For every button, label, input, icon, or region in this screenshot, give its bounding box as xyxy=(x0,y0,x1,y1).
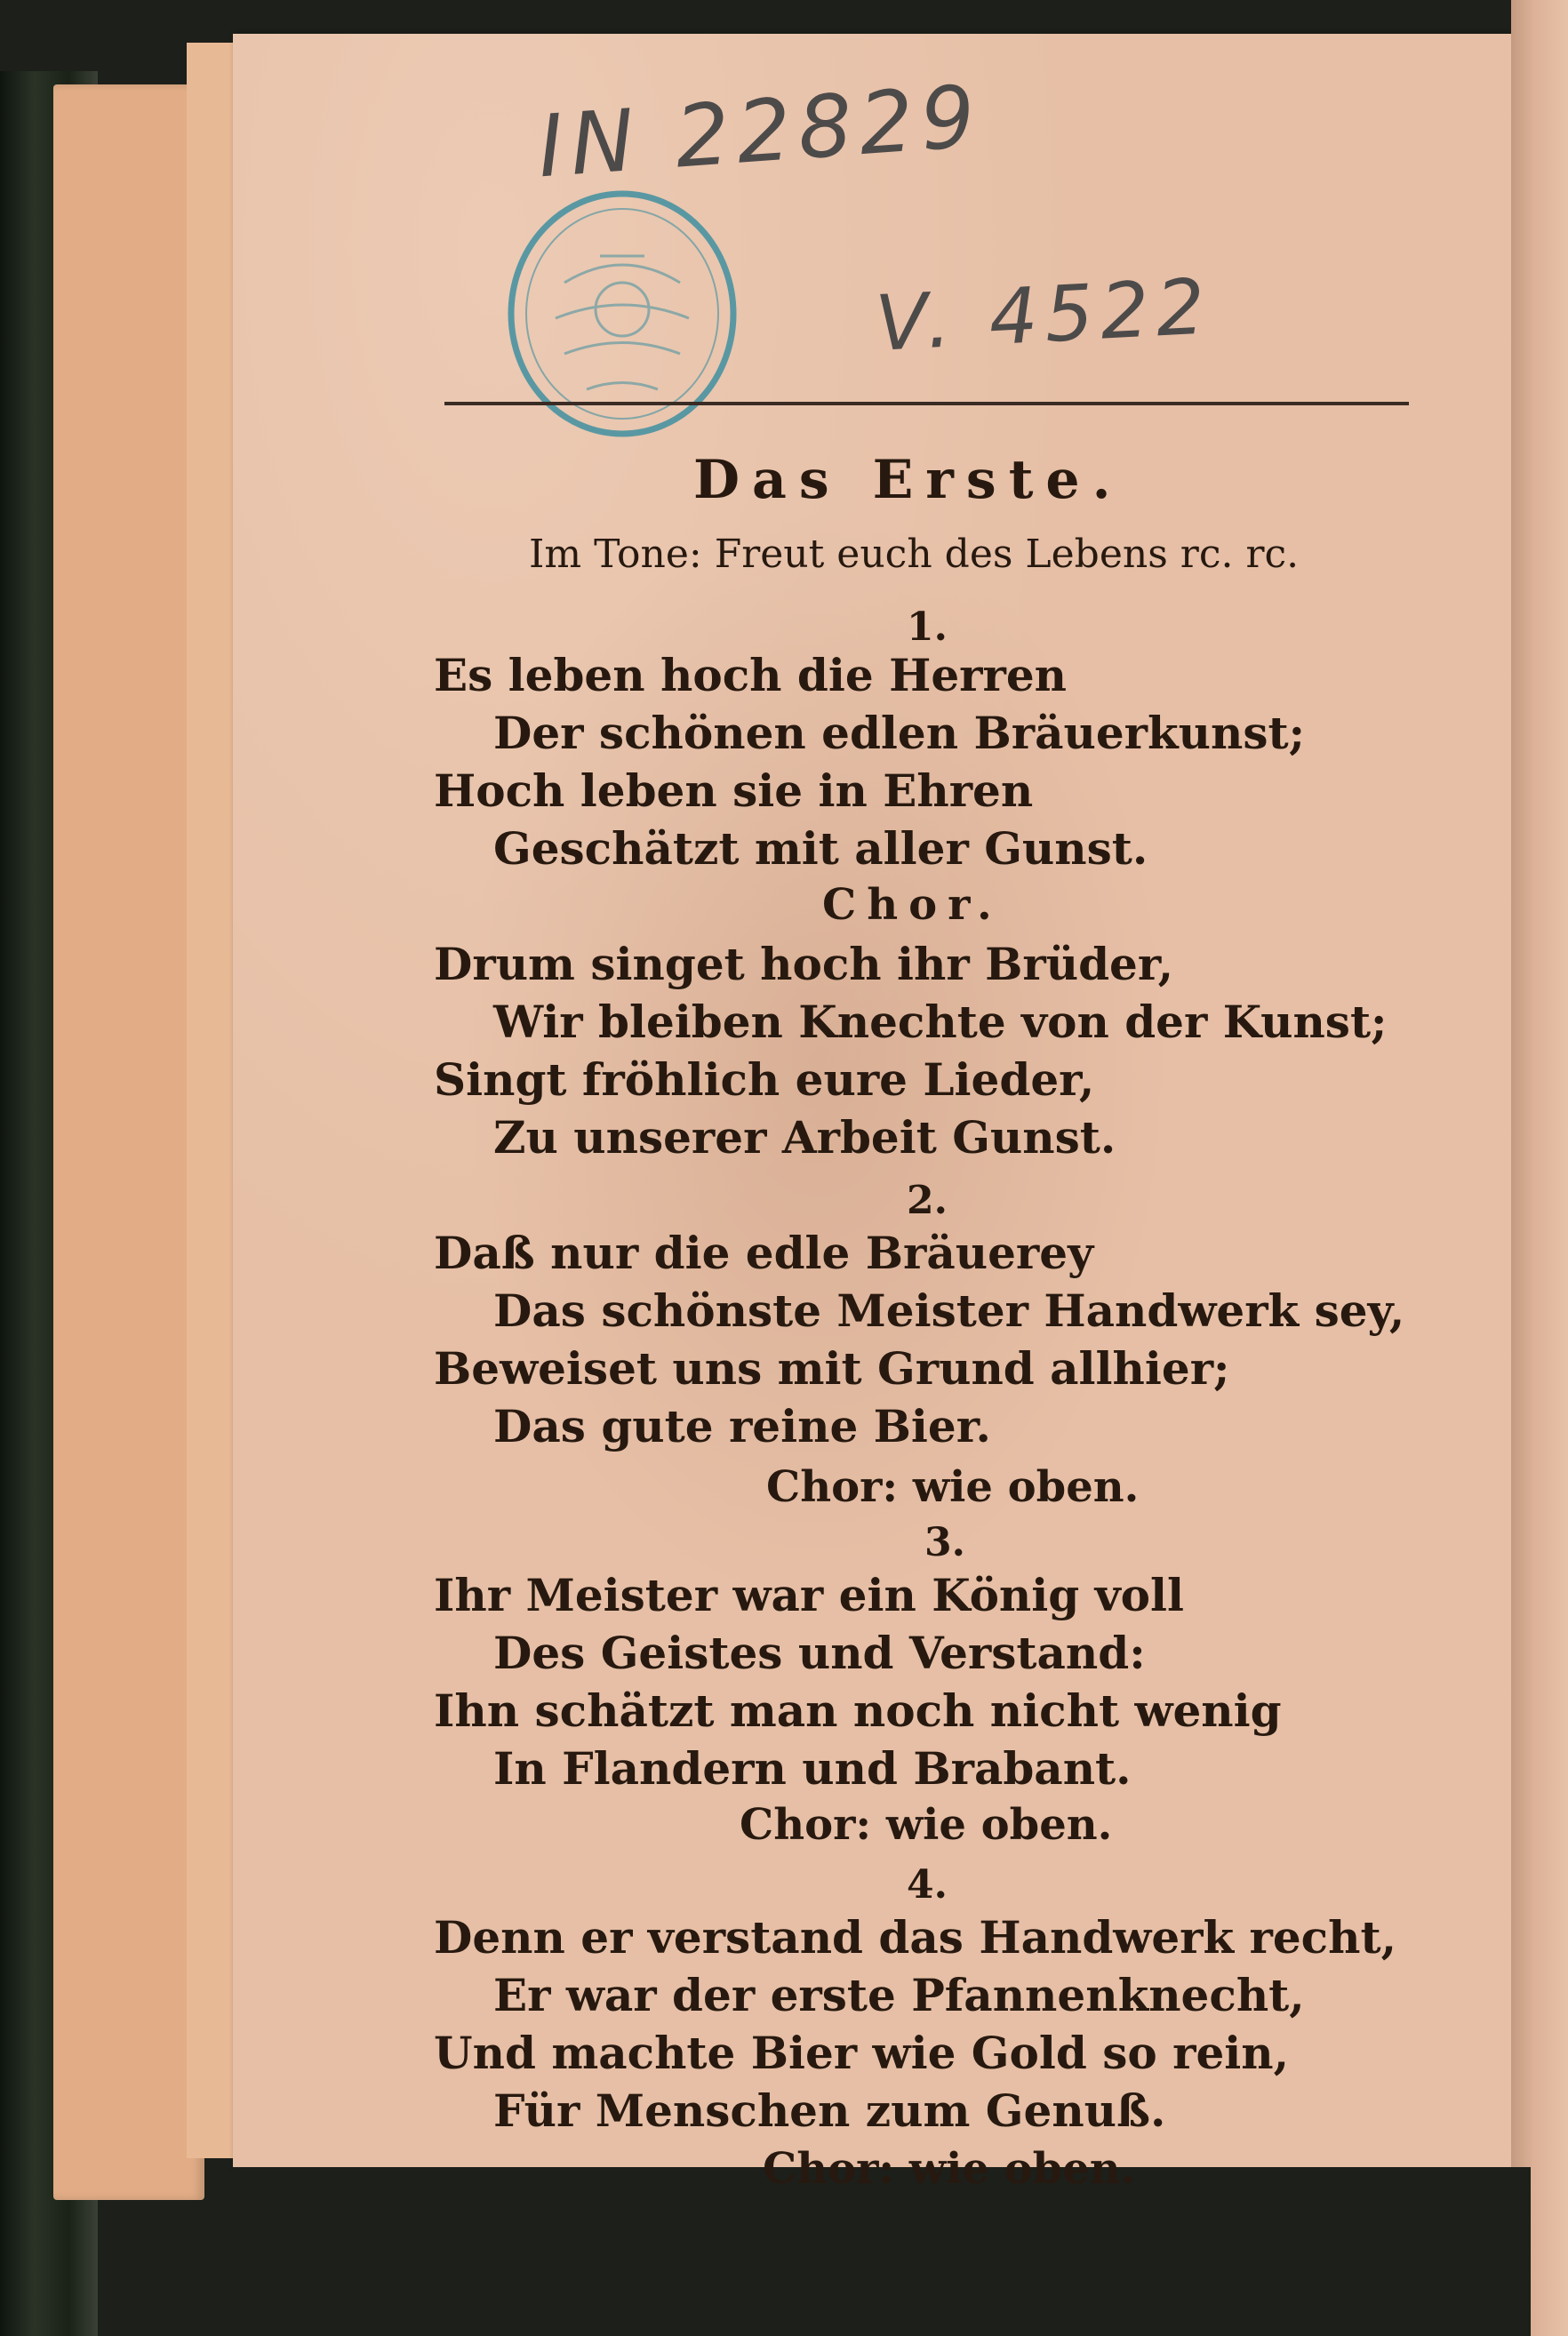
verse-2-line-3: Beweiset uns mit Grund allhier; xyxy=(434,1342,1230,1395)
verse-2-number: 2. xyxy=(907,1178,948,1223)
verse-2-line-2: Das schönste Meister Handwerk sey, xyxy=(493,1284,1405,1337)
chorus-line-3: Singt fröhlich eure Lieder, xyxy=(434,1053,1095,1106)
pencil-shelfmark-top: IN 22829 xyxy=(534,66,986,197)
verse-1-line-1: Es leben hoch die Herren xyxy=(434,649,1067,701)
verse-3-line-3: Ihn schätzt man noch nicht wenig xyxy=(434,1684,1282,1737)
verse-1-line-4: Geschätzt mit aller Gunst. xyxy=(493,822,1148,875)
verse-3-line-1: Ihr Meister war ein König voll xyxy=(434,1569,1185,1621)
song-title: Das Erste. xyxy=(693,449,1124,511)
verse-4-line-2: Er war der erste Pfannenknecht, xyxy=(493,1969,1305,2021)
verse-4-line-4: Für Menschen zum Genuß. xyxy=(493,2084,1166,2137)
verse-4-chorus-ref: Chor: wie oben. xyxy=(763,2144,1136,2194)
verse-1-line-3: Hoch leben sie in Ehren xyxy=(434,764,1034,817)
verse-3-line-4: In Flandern und Brabant. xyxy=(493,1742,1132,1795)
tune-indication: Im Tone: Freut euch des Lebens rc. rc. xyxy=(529,532,1300,577)
verse-2-chorus-ref: Chor: wie oben. xyxy=(766,1462,1140,1512)
chorus-line-2: Wir bleiben Knechte von der Kunst; xyxy=(493,996,1388,1048)
facing-page-edge xyxy=(1511,0,1568,2336)
verse-3-number: 3. xyxy=(924,1520,965,1565)
pencil-shelfmark-mid: V. 4522 xyxy=(873,262,1214,369)
verse-2-line-4: Das gute reine Bier. xyxy=(493,1400,991,1452)
verse-3-line-2: Des Geistes und Verstand: xyxy=(493,1627,1146,1679)
verse-1-line-2: Der schönen edlen Bräuerkunst; xyxy=(493,707,1306,759)
verse-4-line-1: Denn er verstand das Handwerk recht, xyxy=(434,1911,1396,1964)
chorus-heading: Chor. xyxy=(822,880,1003,930)
chorus-line-1: Drum singet hoch ihr Brüder, xyxy=(434,938,1173,990)
header-rule xyxy=(444,402,1409,405)
verse-4-line-3: Und machte Bier wie Gold so rein, xyxy=(434,2027,1290,2079)
verse-1-number: 1. xyxy=(907,604,948,650)
chorus-line-4: Zu unserer Arbeit Gunst. xyxy=(493,1111,1116,1164)
cover-endpaper xyxy=(53,84,204,2200)
verse-2-line-1: Daß nur die edle Bräuerey xyxy=(434,1227,1094,1279)
verse-4-number: 4. xyxy=(907,1862,948,1908)
verse-3-chorus-ref: Chor: wie oben. xyxy=(740,1800,1113,1850)
